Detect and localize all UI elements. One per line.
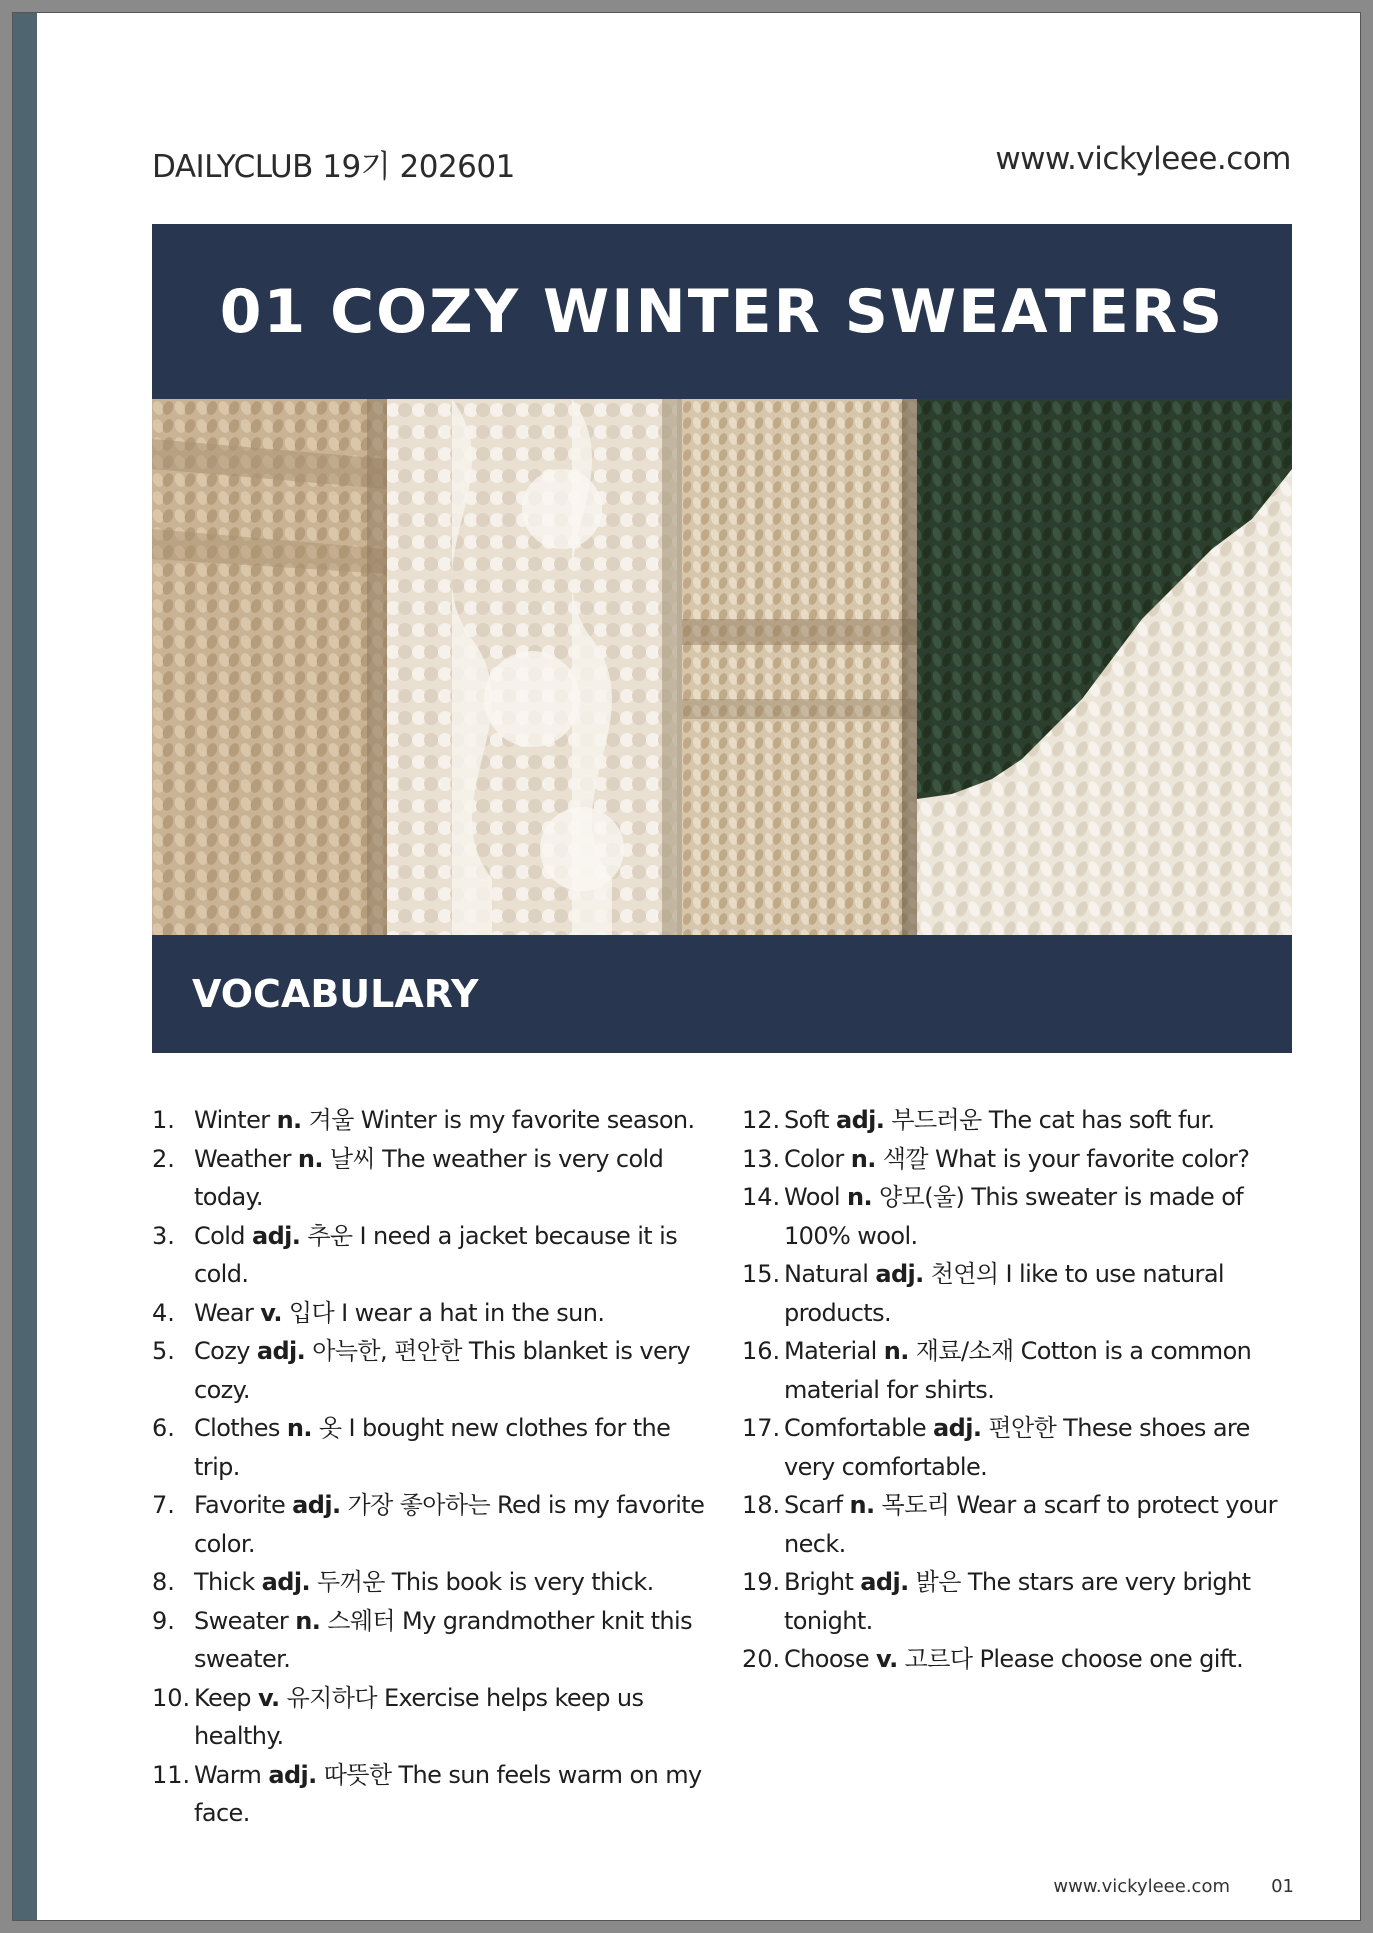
section-title: VOCABULARY xyxy=(192,972,479,1016)
vocab-word: Weather xyxy=(194,1144,291,1173)
vocab-definition: 입다 I wear a hat in the sun. xyxy=(281,1298,605,1327)
vocab-number: 8. xyxy=(152,1568,175,1596)
vocab-definition: 날씨 The weather is very cold today. xyxy=(194,1144,664,1211)
vocab-entry xyxy=(194,1332,712,1409)
vocab-entry xyxy=(194,1217,712,1294)
vocab-part-of-speech: n. xyxy=(286,1414,312,1442)
vocab-definition: 겨울 Winter is my favorite season. xyxy=(301,1106,695,1134)
vocab-entry xyxy=(784,1640,1302,1679)
vocab-number: 13. xyxy=(742,1144,781,1173)
vocab-part-of-speech: v. xyxy=(260,1298,282,1327)
vocab-part-of-speech: adj. xyxy=(251,1221,301,1250)
vocab-word: Soft xyxy=(784,1106,829,1134)
footer-website: www.vickyleee.com xyxy=(1053,1876,1230,1897)
vocab-item xyxy=(152,1101,712,1140)
vocab-item xyxy=(152,1679,712,1756)
vocab-number: 15. xyxy=(742,1260,781,1288)
vocab-part-of-speech: n. xyxy=(276,1106,302,1134)
vocab-entry xyxy=(194,1679,712,1756)
vocab-word: Wool xyxy=(784,1183,840,1211)
vocab-item xyxy=(152,1217,712,1294)
vocab-item xyxy=(742,1563,1302,1640)
vocab-part-of-speech: adj. xyxy=(836,1106,885,1134)
vocab-number: 4. xyxy=(152,1298,175,1327)
vocab-word: Bright xyxy=(784,1568,854,1596)
vocab-number: 2. xyxy=(152,1144,175,1173)
vocab-number: 12. xyxy=(742,1106,781,1134)
vocab-part-of-speech: v. xyxy=(257,1683,280,1712)
vocab-definition: 가장 좋아하는 Red is my favorite color. xyxy=(194,1491,705,1558)
vocab-item xyxy=(742,1486,1302,1563)
vocab-entry xyxy=(784,1563,1302,1640)
vocab-item xyxy=(742,1140,1302,1179)
vocab-part-of-speech: n. xyxy=(297,1144,323,1173)
vocab-part-of-speech: n. xyxy=(849,1491,875,1519)
vocab-entry xyxy=(194,1140,712,1217)
vocab-entry xyxy=(784,1101,1302,1140)
vocab-number: 14. xyxy=(742,1183,781,1211)
vocab-number: 10. xyxy=(152,1683,191,1712)
vocab-number: 11. xyxy=(152,1760,191,1789)
vocab-word: Comfortable xyxy=(784,1414,927,1442)
vocab-definition: 재료/소재 Cotton is a common material for shirts. xyxy=(784,1337,1252,1404)
vocab-word: Color xyxy=(784,1144,844,1173)
vocab-number: 3. xyxy=(152,1221,175,1250)
vocab-word: Scarf xyxy=(784,1491,843,1519)
vocab-definition: 유지하다 Exercise helps keep us healthy. xyxy=(194,1683,644,1750)
vocab-part-of-speech: adj. xyxy=(860,1568,909,1596)
vocab-word: Clothes xyxy=(194,1414,280,1442)
vocab-definition: 목도리 Wear a scarf to protect your neck. xyxy=(784,1491,1277,1558)
vocab-entry xyxy=(784,1178,1302,1255)
vocab-definition: 천연의 I like to use natural products. xyxy=(784,1260,1224,1327)
vocab-entry xyxy=(194,1409,712,1486)
vocab-word: Wear xyxy=(194,1298,254,1327)
vocab-list-left xyxy=(152,1101,712,1833)
vocab-word: Thick xyxy=(194,1568,255,1596)
header-website: www.vickyleee.com xyxy=(995,141,1291,177)
vocab-definition: 추운 I need a jacket because it is cold. xyxy=(194,1221,678,1288)
page-spine xyxy=(13,13,37,1920)
vocab-number: 1. xyxy=(152,1106,175,1134)
vocab-entry xyxy=(784,1332,1302,1409)
vocab-number: 16. xyxy=(742,1337,781,1365)
vocab-item xyxy=(152,1332,712,1409)
vocab-number: 17. xyxy=(742,1414,781,1442)
vocab-number: 18. xyxy=(742,1491,781,1519)
vocab-number: 19. xyxy=(742,1568,781,1596)
vocab-part-of-speech: v. xyxy=(876,1645,898,1673)
vocab-definition: 두꺼운 This book is very thick. xyxy=(310,1568,654,1596)
vocab-list-right xyxy=(742,1101,1302,1679)
vocab-item xyxy=(152,1563,712,1602)
vocab-entry xyxy=(194,1756,712,1833)
vocab-word: Sweater xyxy=(194,1606,289,1635)
vocab-part-of-speech: adj. xyxy=(292,1491,341,1519)
vocab-word: Material xyxy=(784,1337,877,1365)
vocab-definition: 밝은 The stars are very bright tonight. xyxy=(784,1568,1251,1635)
vocab-definition: 부드러운 The cat has soft fur. xyxy=(884,1106,1215,1134)
vocab-definition: 양모(울) This sweater is made of 100% wool. xyxy=(784,1183,1244,1250)
vocab-item xyxy=(742,1409,1302,1486)
vocab-definition: 옷 I bought new clothes for the trip. xyxy=(194,1414,671,1481)
vocab-number: 7. xyxy=(152,1491,175,1519)
vocab-entry xyxy=(194,1294,712,1333)
vocabulary-banner xyxy=(152,935,1292,1053)
vocab-word: Favorite xyxy=(194,1491,286,1519)
page-number: 01 xyxy=(1271,1876,1294,1897)
vocab-entry xyxy=(194,1101,712,1140)
document-page xyxy=(12,12,1361,1921)
vocab-number: 9. xyxy=(152,1606,175,1635)
vocab-word: Winter xyxy=(194,1106,270,1134)
vocab-part-of-speech: adj. xyxy=(933,1414,982,1442)
vocab-item xyxy=(742,1101,1302,1140)
vocab-entry xyxy=(194,1486,712,1563)
vocab-part-of-speech: adj. xyxy=(268,1760,317,1789)
vocab-entry xyxy=(194,1563,712,1602)
vocab-definition: 아늑한, 편안한 This blanket is very cozy. xyxy=(194,1337,691,1404)
page-title: 01 COZY WINTER SWEATERS xyxy=(219,276,1225,347)
vocab-item xyxy=(152,1140,712,1217)
vocab-part-of-speech: adj. xyxy=(875,1260,924,1288)
vocab-entry xyxy=(784,1486,1302,1563)
vocab-item xyxy=(742,1332,1302,1409)
vocab-word: Cold xyxy=(194,1221,245,1250)
vocab-item xyxy=(742,1178,1302,1255)
vocab-item xyxy=(152,1756,712,1833)
vocab-entry xyxy=(194,1602,712,1679)
vocab-item xyxy=(152,1602,712,1679)
vocab-definition: 편안한 These shoes are very comfortable. xyxy=(784,1414,1250,1481)
vocab-item xyxy=(152,1486,712,1563)
vocab-part-of-speech: n. xyxy=(847,1183,873,1211)
vocab-part-of-speech: n. xyxy=(850,1144,876,1173)
vocab-definition: 스웨터 My grandmother knit this sweater. xyxy=(194,1606,692,1673)
vocab-definition: 색깔 What is your favorite color? xyxy=(875,1144,1250,1173)
vocab-number: 6. xyxy=(152,1414,175,1442)
vocab-entry xyxy=(784,1409,1302,1486)
vocab-definition: 따뜻한 The sun feels warm on my face. xyxy=(194,1760,702,1827)
title-banner xyxy=(152,224,1292,399)
knit-sweaters-photo xyxy=(152,399,1292,935)
vocab-number: 20. xyxy=(742,1645,781,1673)
header-club-label: DAILYCLUB 19기 202601 xyxy=(152,149,515,185)
vocab-item xyxy=(742,1640,1302,1679)
vocab-item xyxy=(742,1255,1302,1332)
vocab-word: Choose xyxy=(784,1645,870,1673)
vocab-word: Keep xyxy=(194,1683,251,1712)
vocab-number: 5. xyxy=(152,1337,175,1365)
vocab-entry xyxy=(784,1255,1302,1332)
vocab-word: Warm xyxy=(194,1760,262,1789)
vocab-word: Cozy xyxy=(194,1337,250,1365)
vocab-entry xyxy=(784,1140,1302,1179)
vocab-item xyxy=(152,1294,712,1333)
vocab-part-of-speech: n. xyxy=(295,1606,321,1635)
vocab-part-of-speech: adj. xyxy=(256,1337,306,1365)
vocab-part-of-speech: adj. xyxy=(261,1568,310,1596)
vocab-part-of-speech: n. xyxy=(883,1337,909,1365)
vocab-item xyxy=(152,1409,712,1486)
vocab-word: Natural xyxy=(784,1260,869,1288)
vocab-definition: 고르다 Please choose one gift. xyxy=(897,1645,1244,1673)
